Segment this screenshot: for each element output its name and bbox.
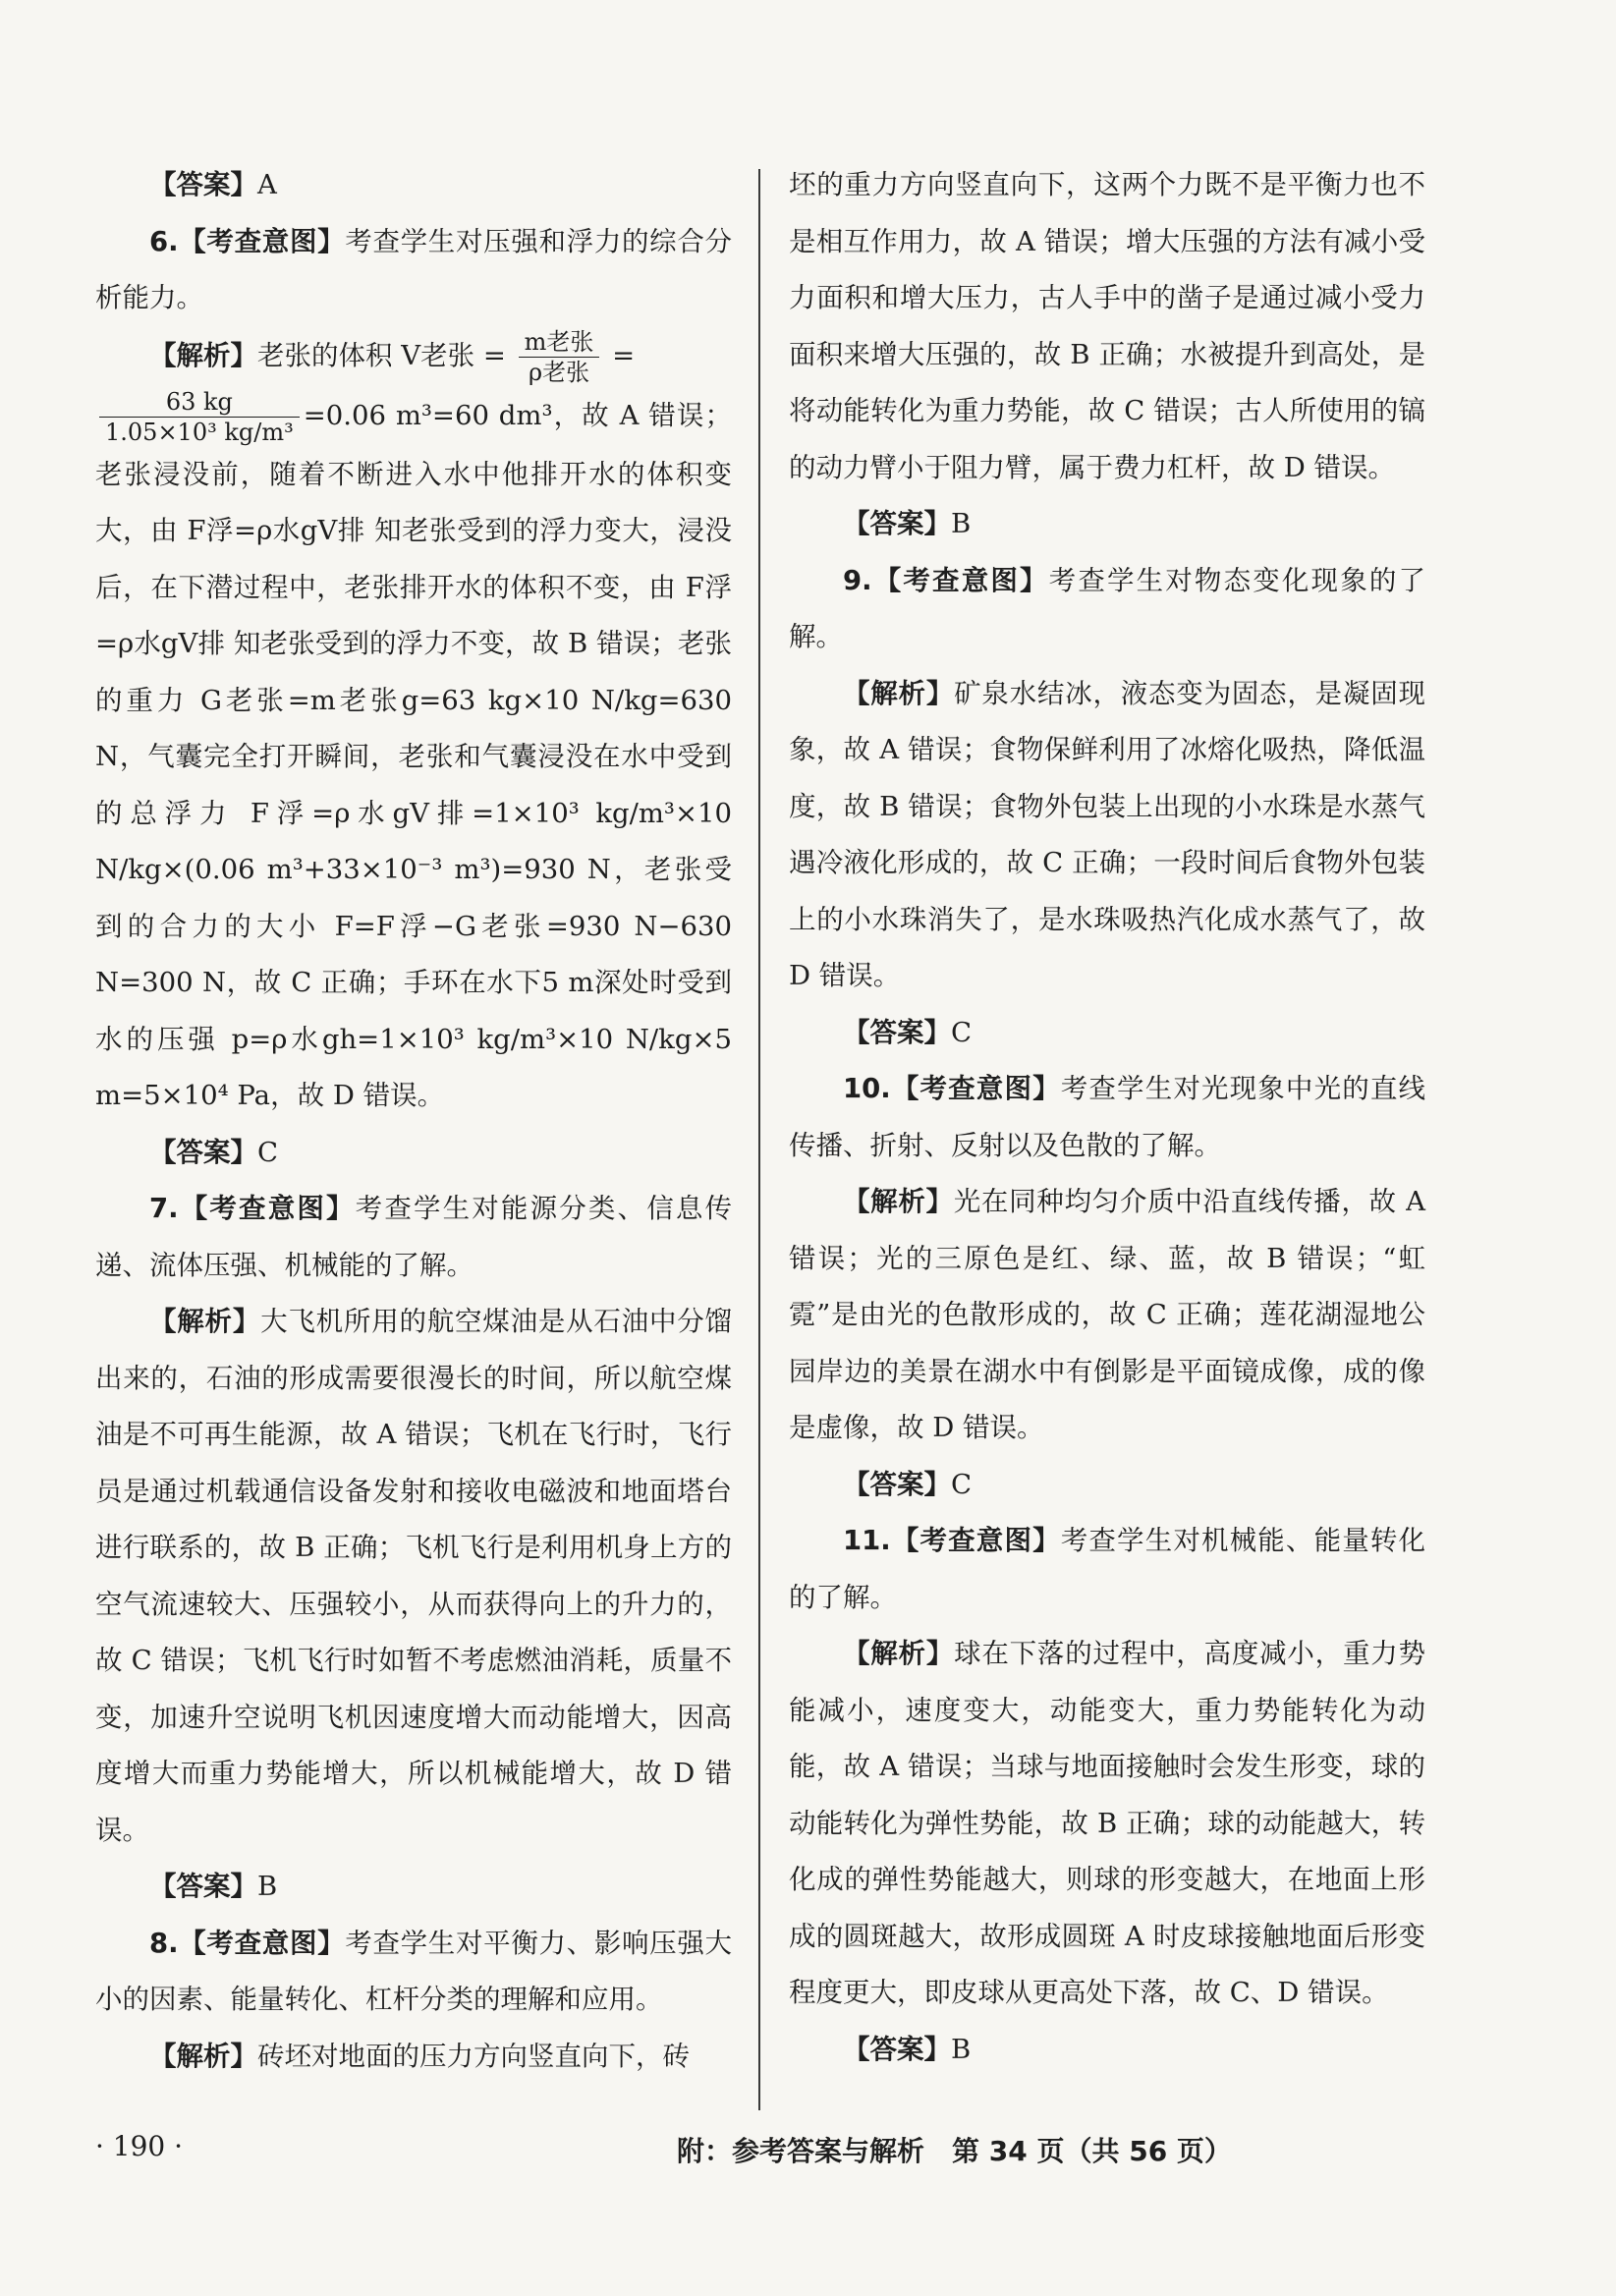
answer-10: 【答案】C — [843, 1468, 973, 1500]
right-column — [789, 157, 1425, 2078]
q8-explanation-cont: 坯的重力方向竖直向下，这两个力既不是平衡力也不是相互作用力，故 A 错误；增大压强的方法有减小受力面积和增大压力，古人手中的凿子是通过减小受力面积来增大压强的，故 B 正确；水被提升到高处，是将动能转化为重力势能，故 C 错误；古人所使用的镐的动力臂小于阻力臂，属于费力杠杆，故 D 错误。 — [789, 169, 1425, 483]
answer-7: 【答案】B — [149, 1871, 278, 1902]
volume-fraction: $\frac{\text{m老张}}{\text{ρ老张}}$ — [519, 327, 600, 387]
q7-explanation: 【解析】大飞机所用的航空煤油是从石油中分馏出来的，石油的形成需要很漫长的时间，所以航空煤油是不可再生能源，故 A 错误；飞机在飞行时，飞行员是通过机载通信设备发射和接收电磁波和地面塔台进行联系的，故 B 正确；飞机飞行是利用机身上方的空气流速较大、压强较小，从而获得向上的升力的，故 C 错误；飞机飞行时如暂不考虑燃油消耗，质量不变，加速升空说明飞机因速度增大而动能增大，因高度增大而重力势能增大，所以机械能增大，故 D 错误。 — [95, 1306, 733, 1846]
q6-formula-a: 【解析】老张的体积 V老张 = $\frac{\text{m老张}}{\text{ρ老张}}$ = — [149, 327, 636, 386]
q7-intent: 7.【考查意图】考查学生对能源分类、信息传递、流体压强、机械能的了解。 — [95, 1193, 733, 1281]
left-column — [95, 157, 732, 2085]
answer-6: 【答案】C — [149, 1136, 279, 1168]
mass-density-fraction: $\frac{63 kg}{\text{1.05×10³ kg/m³}}$ — [99, 387, 300, 447]
answer-5: 【答案】A — [149, 169, 277, 200]
q11-explanation: 【解析】球在下落的过程中，高度减小，重力势能减小，速度变大，动能变大，重力势能转化为动能，故 A 错误；当球与地面接触时会发生形变，球的动能转化为弹性势能，故 B 正确；球的动能越大，转化成的弹性势能越大，则球的形变越大，在地面上形成的圆斑越大，故形成圆斑 A 时皮球接触地面后形变程度更大，即皮球从更高处下落，故 C、D 错误。 — [789, 1638, 1426, 2008]
footer-title: 附：参考答案与解析 第 34 页（共 56 页） — [677, 2135, 1232, 2167]
q9-explanation: 【解析】矿泉水结冰，液态变为固态，是凝固现象，故 A 错误；食物保鲜利用了冰熔化吸热，降低温度，故 B 错误；食物外包装上出现的小水珠是水蒸气遇冷液化形成的，故 C 正确；一段时间后食物外包装上的小水珠消失了，是水珠吸热汽化成水蒸气了，故 D 错误。 — [789, 677, 1426, 991]
q6-intent: 6.【考查意图】考查学生对压强和浮力的综合分析能力。 — [95, 225, 733, 313]
q8-explanation-start: 【解析】砖坯对地面的压力方向竖直向下，砖 — [149, 2040, 690, 2072]
q9-intent: 9.【考查意图】考查学生对物态变化现象的了解。 — [789, 564, 1426, 652]
answer-9: 【答案】C — [843, 1016, 973, 1048]
page-footer — [95, 2130, 1471, 2179]
answer-11: 【答案】B — [843, 2033, 972, 2065]
page-number: · 190 · — [95, 2130, 184, 2162]
q6-explanation: $\frac{63 kg}{\text{1.05×10³ kg/m³}}$ =0.06 m³=60 dm³，故 A 错误；老张浸没前，随着不断进入水中他排开水的体积变大，由 F浮=ρ水gV排 知老张受到的浮力变大，浸没后，在下潜过程中，老张排开水的体积不变，由 F浮=ρ水gV排 知老张受到的浮力不变，故 B 错误；老张的重力 G老张=m老张g=63 kg×10 N/kg=630 N，气囊完全打开瞬间，老张和气囊浸没在水中受到的总浮力 F浮=ρ水gV排=1×10³ kg/m³×10 N/kg×(0.06 m³+33×10⁻³ m³)=930 N，老张受到的合力的大小 F=F浮−G老张=930 N−630 N=300 N，故 C 正确；手环在水下5 m深处时受到水的压强 p=ρ水gh=1×10³ kg/m³×10 N/kg×5 m=5×10⁴ Pa，故 D 错误。 — [95, 387, 732, 1111]
q11-intent: 11.【考查意图】考查学生对机械能、能量转化的了解。 — [789, 1525, 1426, 1613]
answer-8: 【答案】B — [843, 508, 972, 539]
column-divider — [758, 169, 760, 2110]
q10-intent: 10.【考查意图】考查学生对光现象中光的直线传播、折射、反射以及色散的了解。 — [789, 1073, 1426, 1161]
q8-intent: 8.【考查意图】考查学生对平衡力、影响压强大小的因素、能量转化、杠杆分类的理解和应用。 — [95, 1927, 733, 2015]
q10-explanation: 【解析】光在同种均匀介质中沿直线传播，故 A 错误；光的三原色是红、绿、蓝，故 B 错误；“虹霓”是由光的色散形成的，故 C 正确；莲花湖湿地公园岸边的美景在湖水中有倒影是平面镜成像，成的像是虚像，故 D 错误。 — [789, 1186, 1425, 1443]
